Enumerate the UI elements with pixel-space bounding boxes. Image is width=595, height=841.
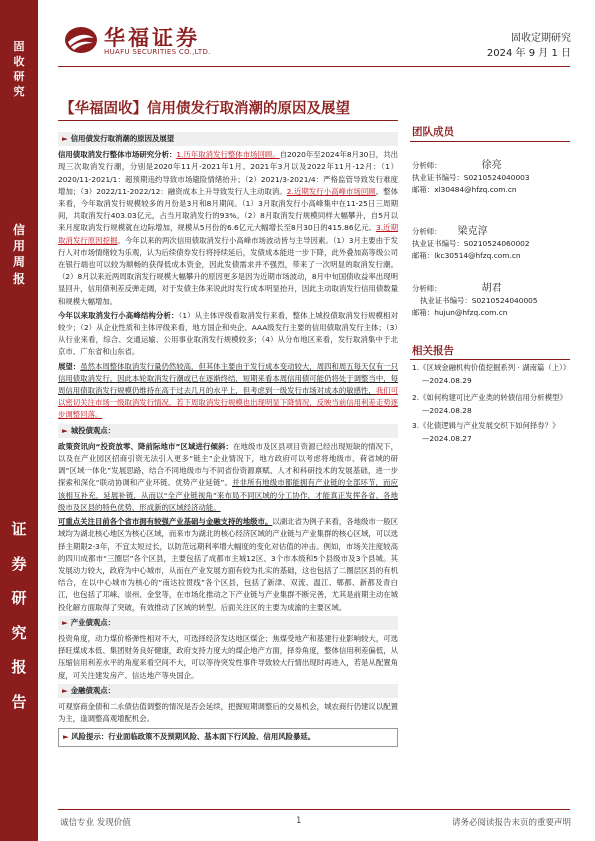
related-report-item[interactable] (412, 420, 574, 445)
cert-label: 执业证书编号： (412, 173, 464, 182)
analyst-name: 梁克淳 (457, 226, 488, 237)
paragraph-chengtou-policy: 政策资讯向“投资放零、降前际地市”区域进行倾斜：在地级市及区县项目资源已经出现短缺的情况下，以及在产业园区招商引资无法引入更多“链主”企业情况下，地方政府可以考虑将地级市、荷省域的研调“区域一体化”发展思路，结合不同地级市与不同省份资源禀赋、人才和科研技术的发展基础，进一步探索和深化“联动协调和产业环链、优势产业延链”。并非所有地级市都能拥有产业链的全部环节，而应该相互补充，延展补链，从而以“全产业链视角”来布局不同区域的分工协作，才能真正发挥各省、各地级市及区县的特色优势，形成新的区域经济动能。 (58, 441, 398, 512)
related-report-date: —2024.08.27 (422, 433, 472, 443)
email-label: 邮箱： (412, 308, 435, 317)
side-label-fixed-income: 固 收 研 究 (13, 40, 25, 98)
page-number: 1 (296, 816, 302, 826)
footer-slogan: 诚信专业 发现价值 (60, 818, 131, 828)
related-report-title[interactable]: 2.《如何构建可比产业类的转债信用分析模型》 (412, 393, 567, 402)
related-report-title[interactable]: 3.《化债逻辑与产业发展交织下如何择券？》 (412, 421, 560, 430)
logo-english-name: HUAFU SECURITIES CO.,LTD. (104, 48, 211, 56)
triangle-bullet-icon: ► (62, 617, 68, 627)
analyst-role: 分析师： (412, 161, 442, 170)
analyst-role: 分析师： (412, 284, 442, 293)
report-body (58, 130, 398, 750)
triangle-bullet-icon: ► (62, 685, 68, 695)
team-heading: 团队成员 (412, 126, 454, 138)
triangle-bullet-icon: ► (62, 425, 68, 435)
report-title: 【华福固收】信用债发行取消潮的原因及展望 (60, 100, 350, 117)
analyst-card (412, 226, 582, 262)
logo-chinese-name: 华福证券 (104, 25, 200, 50)
triangle-bullet-icon: ► (62, 134, 68, 143)
footer-divider (58, 809, 570, 810)
risk-warning: ► 风险提示：行业面临政策不及预期风险、基本面下行风险、信用风险暴延。 (58, 728, 398, 746)
paragraph-industrial-bonds: 投资角度，动力煤价格弹性相对不大，可选择经济发达地区煤企；焦煤受地产和基建行业影响较大，可选择旺煤成本低、集团财务良好健康，政府支持力度大的煤企地产方面，择券角度，整体信用利差偏低，从压缩信用利差水平的角度来看空间不大，可以等待突发性事件导致较大行情出现时再进入，若是从配置角度，可关注建发房产、信达地产等央国企。 (58, 633, 398, 680)
paragraph-structure-analysis: 今年以来取消发行小高峰结构分析：（1）从主体评级看取消发行来看，整体上城投债取消发行规模相对较少；（2）从企业性质和主体评级来看，地方国企和央企、AAA级发行主要的信用债取消发行主体；（3）从行业来看，综合、交通运输、公用事业取消发行规模较多；（4）从分布地区来看，发行取消集中于北京市、广东省和山东省。 (58, 310, 398, 357)
analyst-role: 分析师： (412, 227, 442, 236)
related-report-item[interactable] (412, 392, 574, 417)
paragraph-overall-analysis: 信用债取消发行整体市场研究分析：1.历年取消发行整体市场回顾。自2020年至2024年8月30日，共出现三次取消发行潮，分别是2020年11月-2021年1月、2021年3月以及2022年11月-12月：（1）2020/11-2021/1：超预期违约导致市场避险情绪抬升；（2）2021/3-2021/4：严格监管导致发行难度增加；（3）2022/11-2022/12：融资成本上升导致发行人主动取消。2.近期发行小高峰市场回顾。整体来看，今年取消发行规模较多的月份是3月和8月期间。（1）3月取消发行小高峰集中在11-25日三周期间，共取消发行403.03亿元，占当月取消发行的93%。（2）8月取消发行规模同样大幅攀升，自5月以来月度取消发行规模就在边际增加，规模从5月份的6.6亿元大幅增长至8月30日的415.86亿元。3.近期取消发行原因挖掘。今年以来的两次信用债取消发行小高峰市场波动皆与主导因素。（1）3月主要由于发行人对市场情绪较为乐观，认为后续债券发行将持续延后，发债成本能进一步下降，此外叠加高等级公司在银行端也可以较为顺畅的获得低成本资金，因此发债需求并不强烈，带来了一次明显的取消发行潮。（2）8月以来近两周取消发行规模大幅攀升的原因更多是因为近期市场波动，8月中旬国债收益率出现明显回升，信用债利差反弹走阔，对于发债主体来说此时发行成本明显抬升，因此主动取消发行信用债数量和规模大幅增加。 (58, 150, 398, 306)
left-color-bar (0, 0, 38, 841)
cert-number: S0210524040003 (463, 173, 530, 182)
report-date: 2024 年 9 月 1 日 (486, 48, 571, 59)
section-header: ► 城投债观点： (58, 424, 398, 438)
related-report-date: —2024.08.29 (422, 375, 472, 385)
analyst-email[interactable]: lkc30514@hfzq.com.cn (434, 251, 521, 260)
paragraph-outlook: 展望：虽然本周整体取消发行量仍然较高，但其体主要由于发行成本变动较大，周四和周五每天仅有一只信用债取消发行，因此本轮取消发行潮或已在逐渐终结，短期来看本周信用债可能仍将处于调整当中，每周信用债取消发行规模仍维持在高于过去几月的水平上，但考虑到一级发行市场对成本的敏感性，我们可以密切关注市场一级取消发行情况，若下周取消发行规模也出现明显下降情况，反映当前信用利差走势逐步调整回落。 (58, 361, 398, 420)
related-report-title[interactable]: 1.《区域金融机构价值挖掘系列 · 湖南篇（上）》 (412, 363, 571, 372)
paragraph-chengtou-focus: 可重点关注目前各个省市拥有较强产业基础与金融支持的地级市。以湖北省为例子来看，各地级市一般区域均为湖北核心地区为核心区域，而来市为湖北的核心经济区域的产业链与产业集群的核心区域，可以选择主期限2-3年，不宜太短过长，以防范远期利率增大幅度的变化对估值的冲击。例如，市场关注度较高的四川成都市“三圈层”各个区县，主要包括了成都市主城12区、3个市本级和5个县级市及3个县城。其发展动力较大，政府为中心城市，从而在产业发展方面有较为扎实的基础，这也包括了二圈层区县的有机结合，在以中心城市为核心的“南达拉贯线”各个区县，包括了新津、双流、温江、郫都、新都及青白江，也包括了邛崃、崇州、金堂等，在市场化推动之下产业链与产业集群不断完善，尤其是前期主动在城投化解方面取得了突破，有效推动了区域的转型。后面关注区的主要为成渝的主要区域。 (58, 517, 398, 612)
side-label-research-report: 证 券 研 究 报 告 (11, 520, 27, 711)
analyst-card (412, 283, 582, 319)
section-header: ► 金融债观点： (58, 684, 398, 698)
section-header: ► 产业债观点： (58, 616, 398, 630)
cert-number: S0210524040005 (471, 296, 538, 305)
cert-label: 执业证书编号： (420, 296, 472, 305)
related-reports-heading: 相关报告 (412, 345, 454, 357)
header-divider (58, 66, 570, 67)
section-header: ► 信用债发行取消潮的原因及展望 (58, 132, 398, 146)
title-divider (58, 120, 398, 121)
report-type: 固收定期研究 (511, 33, 571, 44)
analyst-email[interactable]: hujun@hfzq.com.cn (434, 308, 508, 317)
analyst-name: 胡君 (481, 283, 502, 294)
company-logo-icon (64, 25, 98, 55)
related-report-item[interactable] (412, 362, 574, 387)
paragraph-financial-bonds: 可观察商金债和二永债估值调整的情况是否会延续，把握短期调整后的交易机会，城农商行仍建议以配置为主，逢调整高观增配机会。 (58, 701, 398, 724)
triangle-bullet-icon: ► (63, 732, 72, 742)
email-label: 邮箱： (412, 251, 435, 260)
footer-disclaimer: 请务必阅读报告末页的重要声明 (451, 818, 571, 828)
analyst-card (412, 160, 582, 196)
team-divider (410, 141, 570, 142)
cert-number: S0210524060002 (463, 239, 530, 248)
analyst-name: 徐亮 (481, 160, 502, 171)
analyst-email[interactable]: xl30484@hfzq.com.cn (434, 185, 517, 194)
side-label-credit-weekly: 信 用 周 报 (12, 223, 25, 286)
related-divider (410, 359, 570, 360)
cert-label: 执业证书编号： (412, 239, 464, 248)
related-report-date: —2024.08.28 (422, 405, 472, 415)
email-label: 邮箱： (412, 185, 435, 194)
